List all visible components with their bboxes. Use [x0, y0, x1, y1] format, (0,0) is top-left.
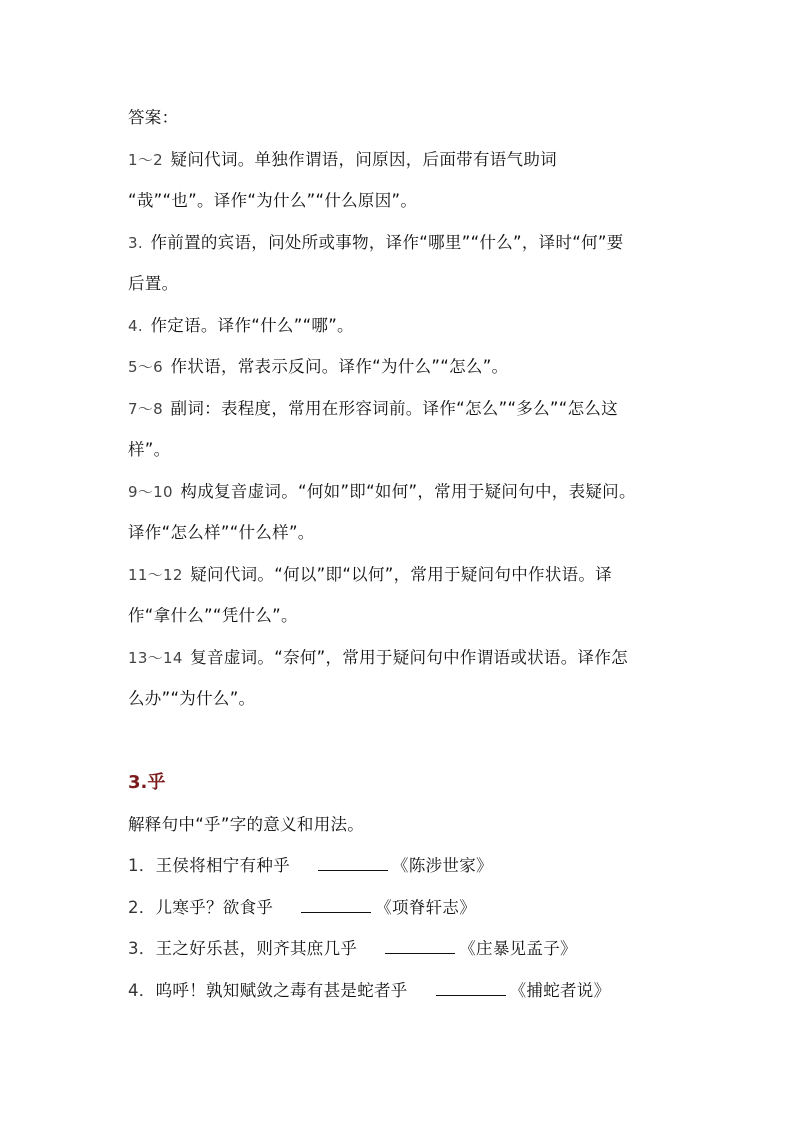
answer-text: “哉”“也”。译作“为什么”“什么原因”。 — [128, 191, 418, 210]
answer-line — [128, 564, 612, 586]
answer-number: 4. — [128, 317, 143, 335]
answer-text: 后置。 — [128, 274, 179, 293]
answer-line — [128, 356, 508, 378]
answer-number: 7～8 — [128, 400, 163, 418]
answer-line — [128, 439, 170, 461]
answer-text: 样”。 — [128, 440, 171, 459]
answer-blank[interactable] — [436, 981, 506, 996]
answer-text: 作“拿什么”“凭什么”。 — [128, 606, 298, 625]
answer-line — [128, 481, 636, 503]
answer-number: 5～6 — [128, 358, 163, 376]
answer-text: 作状语，常表示反问。译作“为什么”“怎么”。 — [170, 357, 509, 376]
answer-number: 1～2 — [128, 151, 163, 169]
question-source: 《陈涉世家》 — [392, 856, 493, 875]
answer-text: 复音虚词。“奈何”，常用于疑问句中作谓语或状语。译作怎 — [190, 648, 628, 667]
answer-line — [128, 190, 417, 212]
question-number: 2． — [128, 898, 156, 917]
answer-text: 作定语。译作“什么”“哪”。 — [150, 316, 354, 335]
answer-text: 么办”“为什么”。 — [128, 689, 256, 708]
question-source: 《庄暴见孟子》 — [459, 939, 577, 958]
question-text: 王之好乐甚，则齐其庶几乎 — [155, 939, 358, 958]
question-number: 1． — [128, 856, 156, 875]
question-text: 王侯将相宁有种乎 — [155, 856, 291, 875]
answer-blank[interactable] — [318, 856, 388, 871]
answer-text: 作前置的宾语，问处所或事物，译作“哪里”“什么”，译时“何”要 — [150, 233, 624, 252]
section-heading: 3.乎 — [128, 772, 166, 793]
answer-line — [128, 522, 315, 544]
answer-text: 疑问代词。“何以”即“以何”，常用于疑问句中作状语。译 — [190, 565, 613, 584]
answer-line — [128, 605, 298, 627]
answer-text: 译作“怎么样”“什么样”。 — [128, 523, 315, 542]
question-item — [128, 897, 476, 919]
question-text: 儿寒乎？欲食乎 — [155, 898, 274, 917]
answer-line — [128, 315, 354, 337]
answer-line — [128, 232, 624, 254]
question-item — [128, 980, 610, 1002]
answer-line — [128, 647, 628, 669]
question-source: 《项脊轩志》 — [375, 898, 477, 917]
answer-line — [128, 149, 557, 171]
question-number: 3． — [128, 939, 156, 958]
answer-text: 疑问代词。单独作谓语，问原因，后面带有语气助词 — [170, 150, 557, 169]
answer-blank[interactable] — [385, 939, 455, 954]
answer-number: 3. — [128, 234, 143, 252]
answer-number: 13～14 — [128, 649, 183, 667]
answer-blank[interactable] — [301, 898, 371, 913]
answer-label: 答案： — [128, 108, 179, 127]
answer-number: 11～12 — [128, 566, 183, 584]
answer-line — [128, 688, 255, 710]
question-source: 《捕蛇者说》 — [509, 981, 611, 1000]
answer-text: 构成复音虚词。“何如”即“如何”，常用于疑问句中，表疑问。 — [180, 482, 636, 501]
question-item — [128, 855, 493, 877]
answer-line — [128, 273, 178, 295]
section-instruction: 解释句中“乎”字的意义和用法。 — [128, 815, 365, 834]
question-number: 4． — [128, 981, 156, 1000]
answer-number: 9～10 — [128, 483, 173, 501]
answer-text: 副词：表程度，常用在形容词前。译作“怎么”“多么”“怎么这 — [170, 399, 618, 418]
question-item — [128, 938, 577, 960]
answer-line — [128, 398, 618, 420]
question-text: 呜呼！孰知赋敛之毒有甚是蛇者乎 — [155, 981, 408, 1000]
